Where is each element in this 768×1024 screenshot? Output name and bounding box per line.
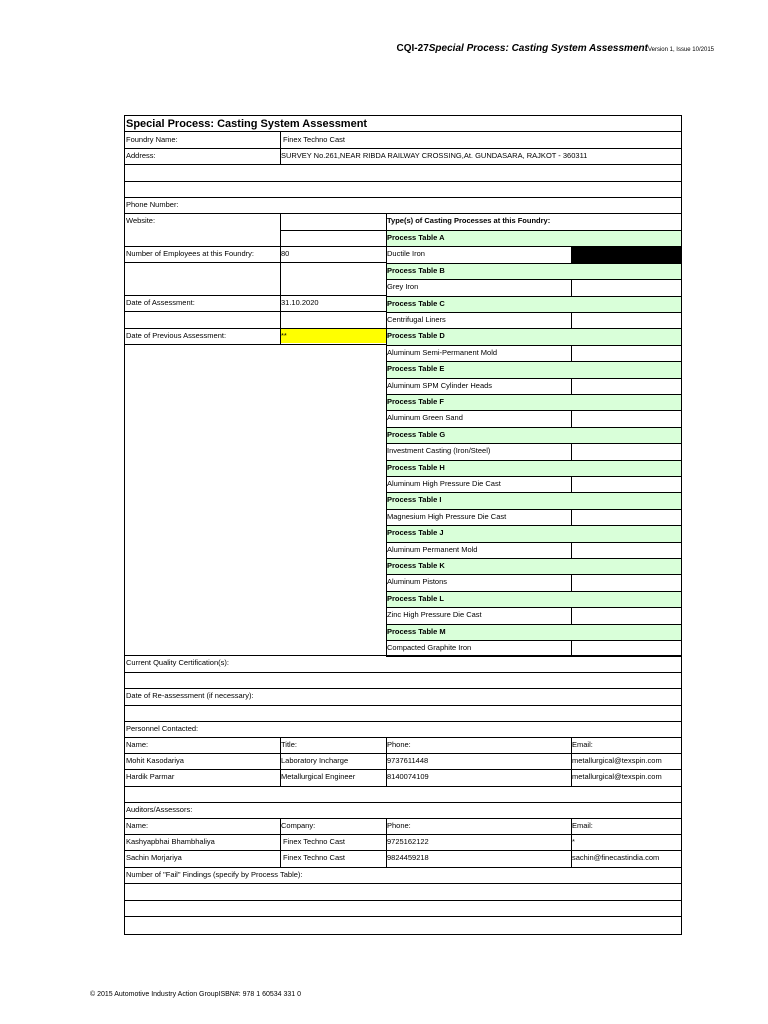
previous-assessment-label: Date of Previous Assessment: [126,331,227,340]
assessment-form [124,115,682,935]
grid-line [386,574,681,575]
auditor-1-phone: 9725162122 [387,837,429,846]
grid-line [125,328,386,329]
foundry-name-value[interactable]: Finex Techno Cast [283,135,345,144]
isbn-text: ISBN#: 978 1 60534 331 0 [218,991,302,998]
personnel-phone-header: Phone: [387,740,411,749]
process-selection-cell[interactable] [571,280,681,295]
grid-line [125,737,681,738]
auditors-label: Auditors/Assessors: [126,805,193,814]
process-selection-cell[interactable] [571,313,681,328]
grid-line [125,295,386,296]
auditor-company-header: Company: [281,821,316,830]
address-label: Address: [126,151,156,160]
grid-line [386,345,681,346]
grid-line [125,246,386,247]
document-header [397,43,714,54]
grid-line [386,509,681,510]
process-name: Aluminum Pistons [387,577,448,587]
process-selection-cell[interactable] [571,411,681,426]
process-table-header: Process Table K [386,558,681,574]
process-table-header: Process Table E [386,361,681,377]
grid-line [386,492,681,493]
process-name: Compacted Graphite Iron [387,643,472,652]
grid-line [386,624,681,625]
process-name: Aluminum Semi-Permanent Mold [387,347,498,357]
grid-line [125,148,681,149]
certification-label: Current Quality Certification(s): [126,658,229,667]
auditor-2-phone: 9824459218 [387,853,429,862]
doc-version: Version 1, Issue 10/2015 [647,47,714,53]
process-table-header: Process Table A [386,230,681,246]
auditor-email-header: Email: [572,821,593,830]
grid-line [386,640,681,641]
grid-line [125,181,681,182]
process-table-header: Process Table I [386,492,681,508]
personnel-1-name: Mohit Kasodariya [126,756,184,765]
personnel-1-phone: 9737611448 [387,756,429,765]
grid-line [386,296,681,297]
grid-line [386,607,681,608]
process-name: Grey Iron [387,282,419,292]
process-table-header: Process Table D [386,328,681,344]
process-selection-cell[interactable] [571,543,681,558]
processes-heading: Type(s) of Casting Processes at this Foundry: [387,216,551,225]
process-table-header: Process Table J [386,525,681,541]
grid-line [125,769,681,770]
grid-line [386,410,681,411]
process-name: Ductile Iron [387,249,425,259]
grid-line [125,197,681,198]
process-table-header: Process Table M [386,624,681,640]
grid-line [280,818,281,867]
personnel-label: Personnel Contacted: [126,724,199,733]
previous-assessment-value[interactable]: ** [280,328,386,343]
grid-line [386,656,681,657]
process-table-header: Process Table H [386,460,681,476]
process-name: Zinc High Pressure Die Cast [387,610,482,620]
grid-line [386,279,681,280]
grid-line [125,850,681,851]
grid-line [386,476,681,477]
personnel-2-phone: 8140074109 [387,772,429,781]
grid-line [125,213,681,214]
auditor-phone-header: Phone: [387,821,411,830]
grid-line [386,213,387,655]
grid-line [386,246,681,247]
process-table-header: Process Table L [386,591,681,607]
grid-line [280,213,281,344]
process-selection-cell[interactable] [571,477,681,492]
grid-line [125,344,386,345]
grid-line [125,818,681,819]
personnel-1-title: Laboratory Incharge [281,756,349,765]
copyright-text: © 2015 Automotive Industry Action Group [90,991,219,998]
grid-line [386,427,681,428]
auditor-1-email: * [572,837,575,846]
grid-line [125,262,386,263]
personnel-email-header: Email: [572,740,593,749]
process-selection-cell[interactable] [571,575,681,590]
grid-line [125,753,681,754]
grid-line [125,164,681,165]
process-selection-cell[interactable] [571,444,681,459]
grid-line [125,721,681,722]
employees-value[interactable]: 80 [281,249,290,258]
personnel-2-name: Hardik Parmar [126,772,175,781]
grid-line [386,361,681,362]
grid-line [125,311,386,312]
grid-line [125,900,681,901]
process-selection-cell[interactable] [571,379,681,394]
grid-line [125,786,681,787]
grid-line [125,834,681,835]
fail-findings-label: Number of "Fail" Findings (specify by Process Table): [126,870,303,879]
grid-line [386,737,387,786]
auditor-name-header: Name: [126,821,149,830]
process-name: Aluminum Green Sand [387,413,463,423]
grid-line [571,737,572,786]
grid-line [386,542,681,543]
grid-line [386,263,681,264]
grid-line [125,705,681,706]
auditor-2-email: sachin@finecastindia.com [572,853,660,862]
process-name: Magnesium High Pressure Die Cast [387,511,507,521]
grid-line [386,818,387,867]
process-name: Aluminum High Pressure Die Cast [387,479,501,488]
grid-line [125,672,681,673]
assessment-date-label: Date of Assessment: [126,298,195,307]
process-table-header: Process Table F [386,394,681,410]
personnel-2-title: Metallurgical Engineer [281,772,356,781]
grid-line [386,460,681,461]
page-footer [90,991,301,998]
process-selection-cell[interactable] [571,608,681,623]
grid-line [125,688,681,689]
process-name: Investment Casting (Iron/Steel) [387,446,491,456]
reassessment-label: Date of Re-assessment (if necessary): [126,691,254,700]
grid-line [280,132,281,164]
phone-label: Phone Number: [126,200,179,209]
personnel-name-header: Name: [126,740,149,749]
grid-line [386,312,681,313]
website-label: Website: [126,216,156,225]
process-table-header: Process Table C [386,296,681,312]
doc-title: Special Process: Casting System Assessment [428,43,648,54]
grid-line [125,916,681,917]
employees-label: Number of Employees at this Foundry: [126,249,254,258]
grid-line [386,525,681,526]
auditor-1-name: Kashyapbhai Bhambhaliya [126,837,215,846]
grid-line [125,802,681,803]
auditor-2-company: Finex Techno Cast [283,853,345,862]
assessment-date-value[interactable]: 31.10.2020 [281,298,319,307]
grid-line [125,655,681,656]
form-title: Special Process: Casting System Assessment [125,116,681,132]
grid-line [386,443,681,444]
process-name: Aluminum SPM Cylinder Heads [387,380,493,390]
grid-line [571,818,572,867]
auditor-2-name: Sachin Morjariya [126,853,182,862]
personnel-2-email: metallurgical@texspin.com [572,772,662,781]
grid-line [386,558,681,559]
personnel-1-email: metallurgical@texspin.com [572,756,662,765]
process-name: Aluminum Permanent Mold [387,544,478,554]
grid-line [125,883,681,884]
grid-line [280,230,681,231]
process-selection-cell[interactable] [571,510,681,525]
foundry-name-label: Foundry Name: [126,135,178,144]
grid-line [280,737,281,786]
grid-line [386,591,681,592]
personnel-title-header: Title: [281,740,297,749]
process-name: Centrifugal Liners [387,315,446,324]
process-table-header: Process Table G [386,427,681,443]
grid-line [386,394,681,395]
grid-line [386,378,681,379]
grid-line [386,328,681,329]
grid-line [125,867,681,868]
process-table-header: Process Table B [386,263,681,279]
doc-code: CQI-27 [396,43,429,54]
auditor-1-company: Finex Techno Cast [283,837,345,846]
address-value[interactable]: SURVEY No.261,NEAR RIBDA RAILWAY CROSSING,At. GUNDASARA, RAJKOT - 360311 [281,151,588,160]
process-selection-cell[interactable] [571,346,681,361]
process-selection-cell[interactable] [571,247,681,262]
